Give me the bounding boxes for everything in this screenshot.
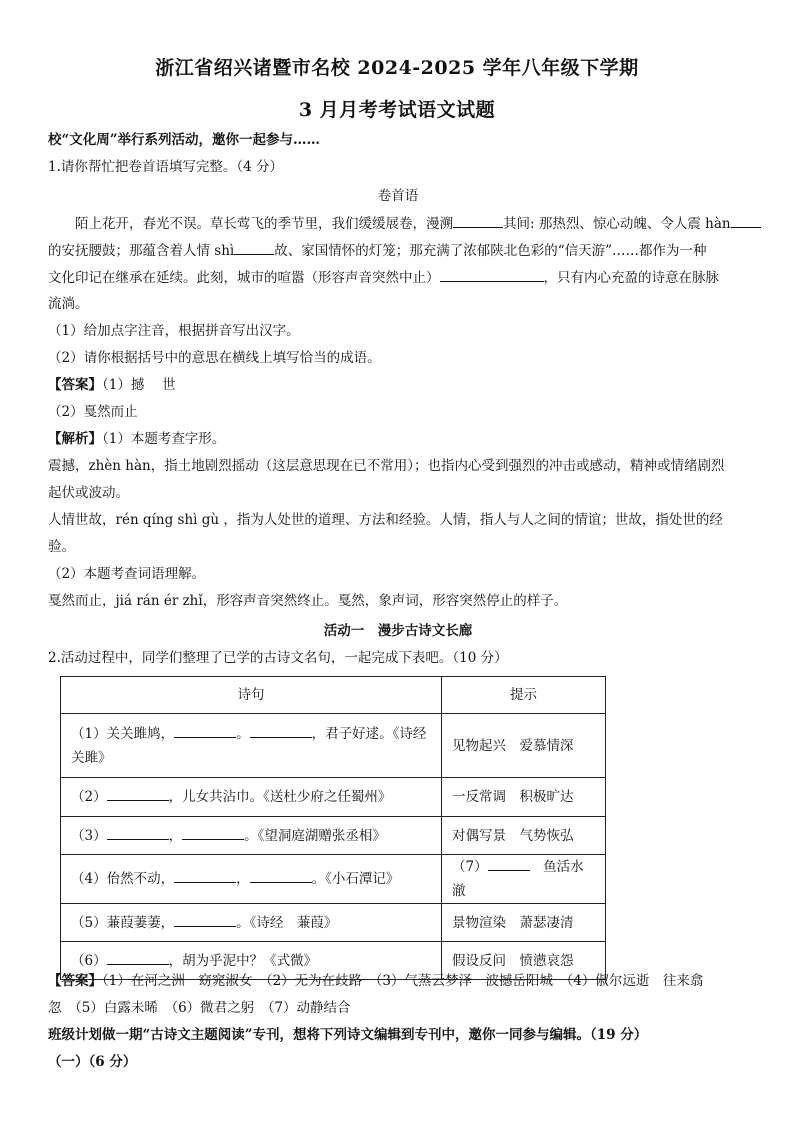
q1-sub2: （2）请你根据括号中的意思在横线上填写恰当的成语。	[48, 350, 381, 366]
answer-text: （1）撼 世	[102, 377, 176, 393]
answer-blank[interactable]	[250, 869, 312, 883]
poem-cell	[61, 817, 442, 855]
hint-cell: 景物渲染 萧瑟凄清	[442, 904, 606, 942]
poem-text: （6）	[71, 952, 107, 969]
q1-stem: 1.请你帮忙把卷首语填写完整。（4 分）	[48, 159, 284, 175]
poem-text: 。	[236, 725, 250, 742]
poem-text: 关雎》	[71, 749, 112, 766]
passage-line-3	[48, 268, 748, 287]
q3-intro: 班级计划做一期“古诗文主题阅读”专刊，想将下列诗文编辑到专刊中，邀你一同参与编辑。（19 分）	[48, 1027, 648, 1043]
passage-text: 故、家国情怀的灯笼；那充满了浓郁陕北色彩的“信天游”……都作为一种	[274, 243, 707, 259]
passage-text: 的安抚腰鼓；那蕴含着人情 shì	[48, 243, 235, 259]
hint-cell	[442, 855, 606, 904]
poem-cell	[61, 904, 442, 942]
intro-line: 校“文化周”举行系列活动，邀你一起参与……	[48, 132, 321, 148]
answer-blank[interactable]	[453, 214, 503, 228]
analysis-line: （2）本题考查词语理解。	[48, 566, 206, 582]
answer-label: 【答案】	[48, 377, 102, 393]
table-row	[61, 778, 606, 817]
poem-text: 。《望洞庭湖赠张丞相》	[244, 827, 386, 844]
poem-cell	[61, 714, 442, 778]
table-header-row	[61, 677, 606, 714]
passage-title: 卷首语	[377, 188, 419, 204]
poem-text: （1）关关雎鸠，	[71, 725, 175, 742]
poem-text: （2）	[71, 789, 107, 805]
hint-cell: 见物起兴 爱慕情深	[442, 714, 606, 778]
analysis-line: 起伏或波动。	[48, 485, 129, 501]
answer-blank[interactable]	[174, 869, 236, 883]
hint-text: 鱼活水澈	[452, 859, 584, 899]
poem-cell	[61, 778, 442, 817]
analysis-line: 人情世故，rén qíng shì gù ，指为人处世的道理、方法和经验。人情，指人与人之间的情谊；世故，指处世的经	[48, 512, 723, 528]
table-header-hint: 提示	[442, 677, 606, 714]
answer-text: （1）在河之洲 窈窕淑女 （2）无为在歧路 （3）气蒸云梦泽 波撼岳阳城 （4）俶尔远逝 往来翕	[102, 973, 704, 989]
poem-text: 。《小石潭记》	[311, 871, 400, 887]
poem-text: 。《诗经 蒹葭》	[236, 914, 338, 931]
passage-line-1	[48, 214, 775, 233]
a1-answer2: （2）戛然而止	[48, 404, 138, 420]
answer-blank[interactable]	[174, 913, 236, 927]
poem-text: （5）蒹葭萋萋，	[71, 914, 175, 931]
poem-text: ，	[168, 827, 183, 844]
answer-blank[interactable]	[731, 214, 761, 228]
answer-blank[interactable]	[182, 826, 244, 840]
answer-label: 【答案】	[48, 973, 102, 989]
table-row	[61, 855, 606, 904]
answer-blank[interactable]	[107, 826, 169, 840]
poem-text: （3）	[71, 827, 107, 844]
analysis-text: （1）本题考查字形。	[102, 431, 226, 447]
exam-title-line2: 3 月月考考试语文试题	[298, 99, 496, 121]
answer-blank[interactable]	[107, 787, 169, 801]
analysis-line: 戛然而止，jiá rán ér zhǐ，形容声音突然终止。戛然，象声词，形容突然停止的样子。	[48, 593, 568, 609]
passage-line-2	[48, 241, 748, 260]
passage-text: ，只有内心充盈的诗意在脉脉	[543, 270, 719, 286]
analysis-label: 【解析】	[48, 431, 102, 447]
exam-title-line1: 浙江省绍兴诸暨市名校 2024-2025 学年八年级下学期	[155, 57, 639, 79]
poem-cell	[61, 855, 442, 904]
table-row	[61, 817, 606, 855]
poem-text: ，儿女共沾巾。《送杜少府之任蜀州》	[168, 789, 392, 805]
table-row	[61, 904, 606, 942]
answer-blank[interactable]	[234, 241, 274, 255]
q2-stem: 2.活动过程中，同学们整理了已学的古诗文名句，一起完成下表吧。（10 分）	[48, 650, 508, 666]
poem-table	[60, 676, 606, 980]
poem-text: ，胡为乎泥中？《式微》	[168, 952, 318, 969]
hint-cell: 假设反问 愤懑哀怨	[442, 942, 606, 980]
analysis-line: 验。	[48, 539, 75, 555]
answer-blank[interactable]	[488, 857, 530, 871]
passage-text: 文化印记在继承在延续。此刻，城市的喧嚣（形容声音突然中止）	[48, 270, 440, 286]
table-row	[61, 714, 606, 778]
q1-sub1: （1）给加点字注音，根据拼音写出汉字。	[48, 323, 300, 339]
hint-cell: 一反常调 积极旷达	[442, 778, 606, 817]
a1-answer1	[48, 376, 748, 394]
table-header-poem: 诗句	[61, 677, 442, 714]
hint-text: （7）	[452, 859, 488, 875]
passage-text: 陌上花开，春光不误。草长莺飞的季节里，我们缓缓展卷，漫溯	[75, 216, 453, 232]
poem-text: ，君子好逑。《诗经	[311, 725, 427, 742]
answer-blank[interactable]	[107, 951, 169, 965]
analysis-line: 震撼，zhèn hàn，指土地剧烈摇动（这层意思现在已不常用）；也指内心受到强烈的冲击或感动，精神或情绪剧烈	[48, 458, 725, 474]
a2-line1	[48, 972, 748, 990]
answer-blank[interactable]	[250, 724, 312, 738]
poem-text: ，	[236, 871, 250, 887]
passage-line-4: 流淌。	[48, 296, 89, 312]
a1-analysis1	[48, 430, 748, 448]
activity1-heading: 活动一 漫步古诗文长廊	[323, 623, 473, 639]
q3-part1: （一）（6 分）	[48, 1054, 137, 1070]
answer-blank[interactable]	[174, 724, 236, 738]
answer-blank[interactable]	[440, 268, 544, 282]
a2-line2: 忽 （5）白露未晞 （6）微君之躬 （7）动静结合	[48, 1000, 351, 1016]
poem-text: （4）佁然不动，	[71, 871, 175, 887]
passage-text: 其间: 那热烈、惊心动魄、令人震 hàn	[503, 216, 731, 232]
hint-cell: 对偶写景 气势恢弘	[442, 817, 606, 855]
